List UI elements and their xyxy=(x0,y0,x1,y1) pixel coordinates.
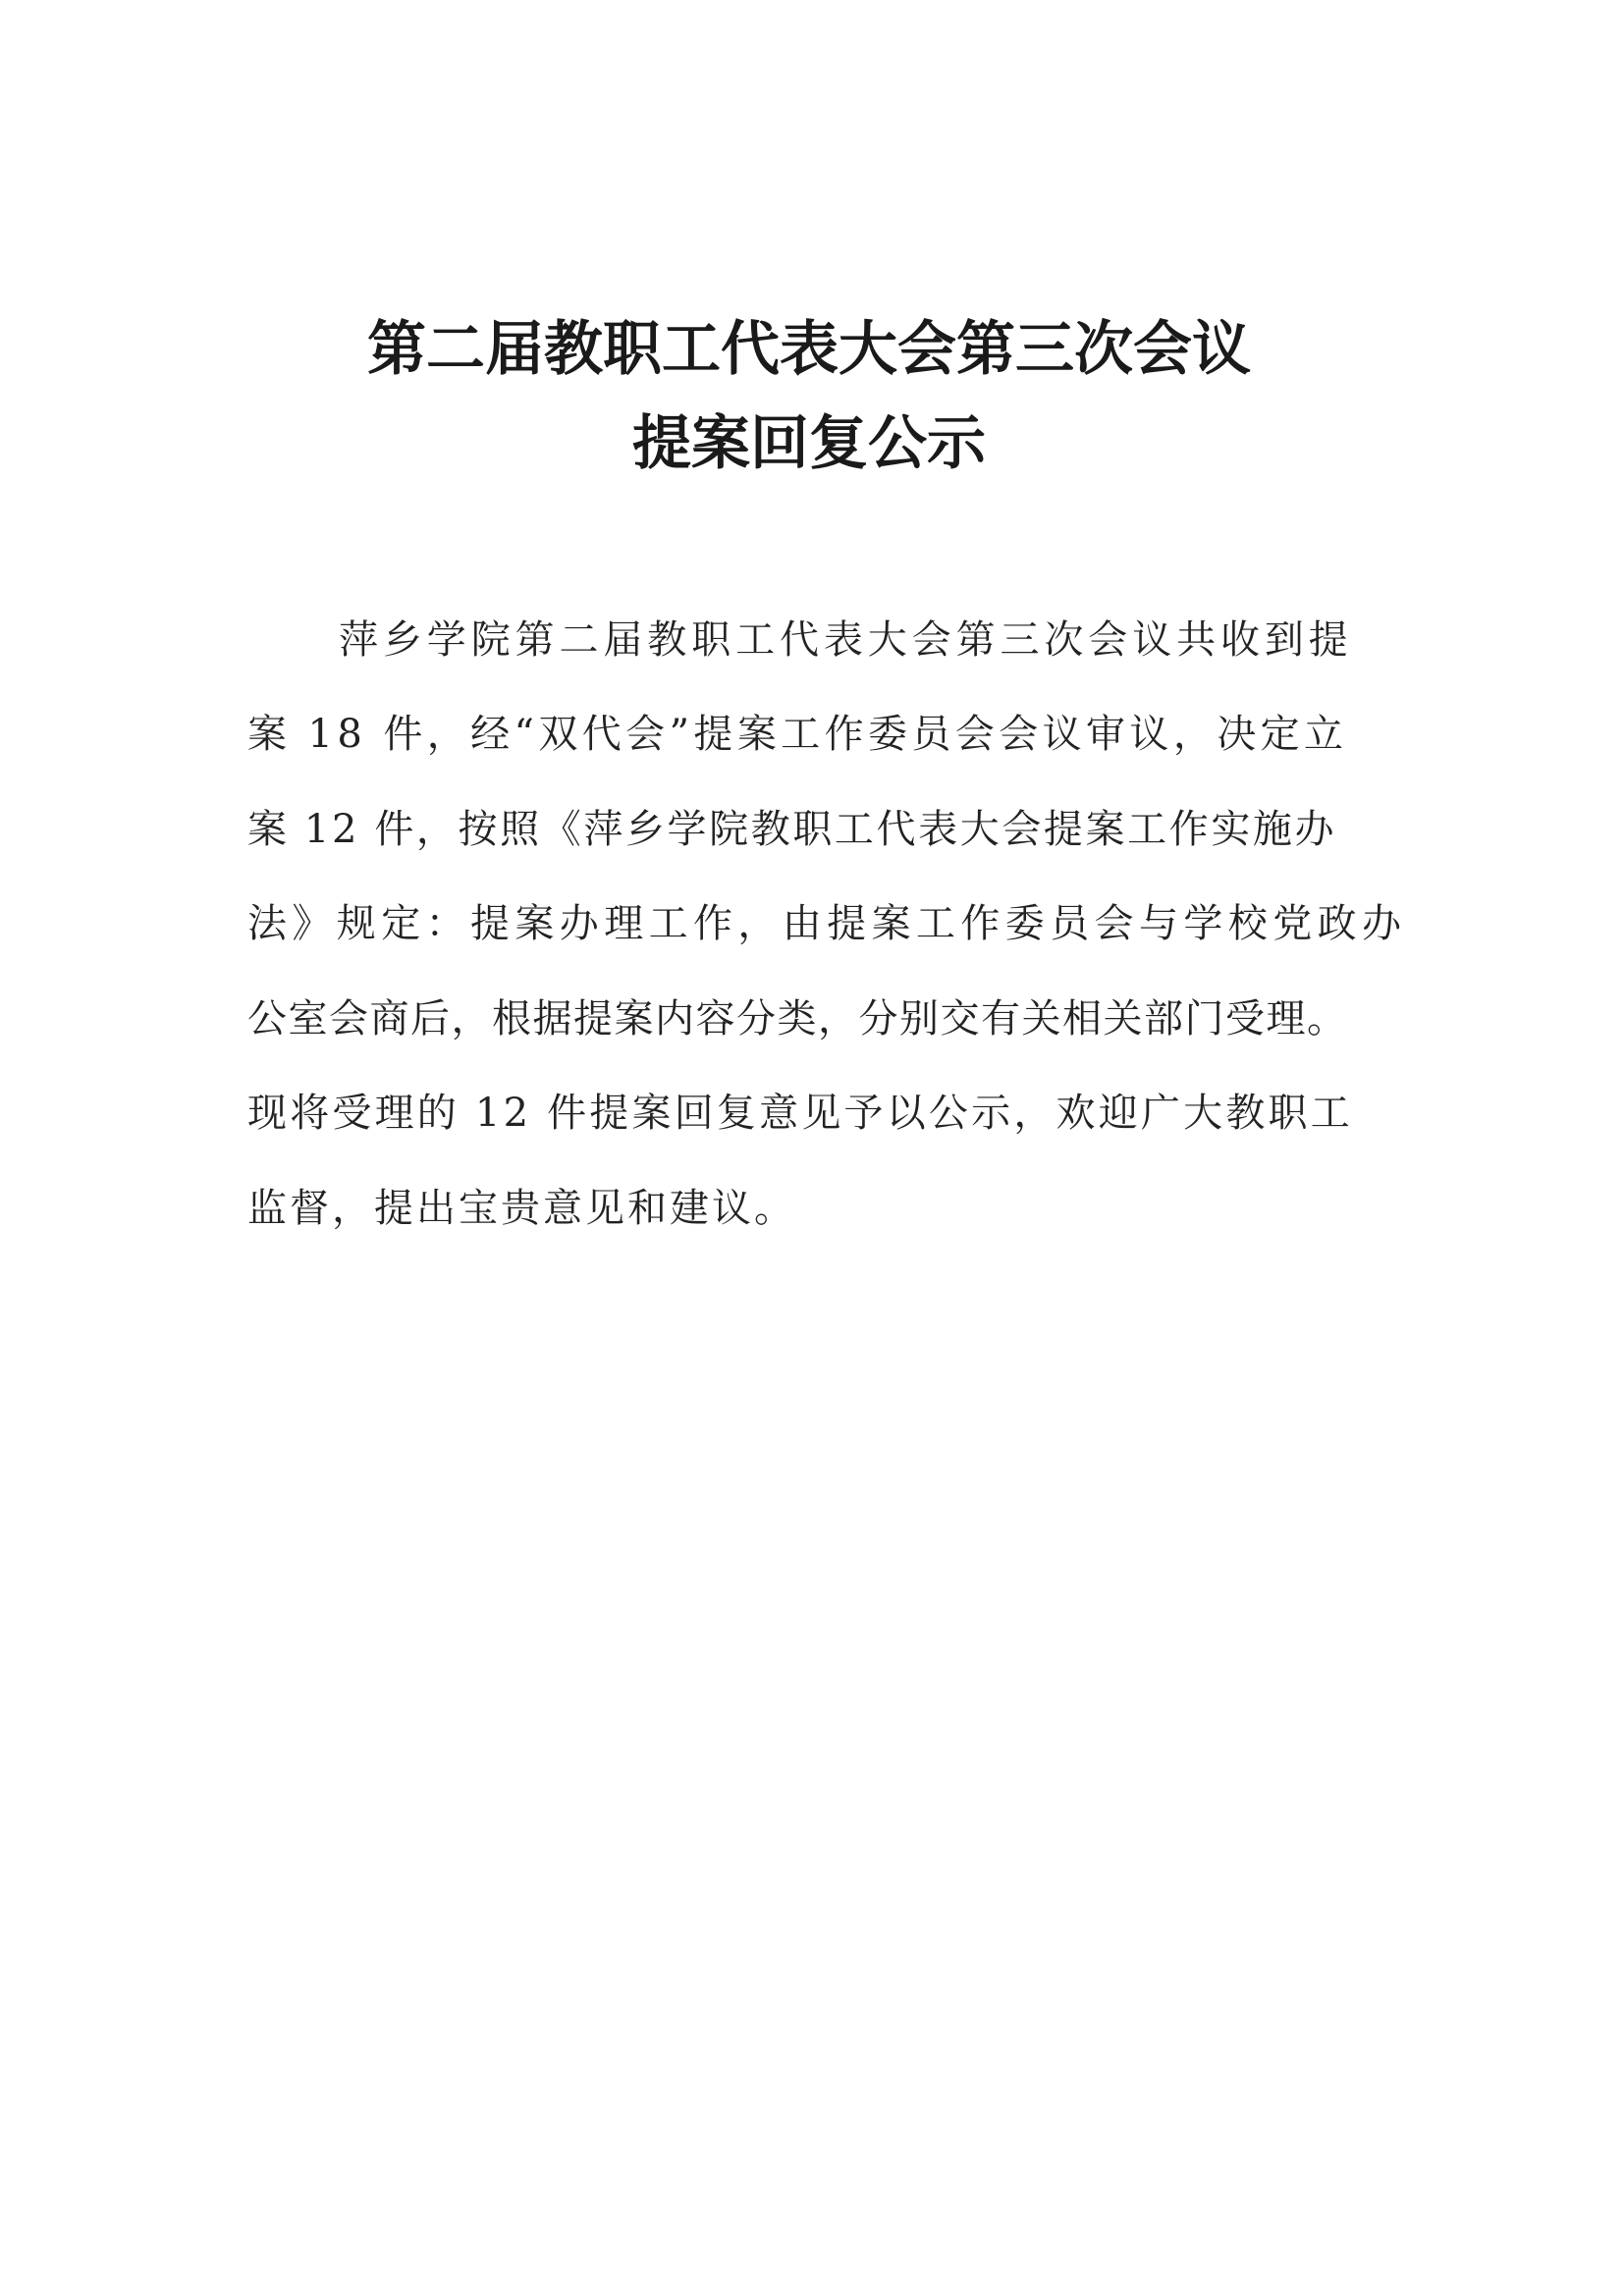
paragraph-line-2: 案 18 件，经“双代会”提案工作委员会会议审议，决定立 xyxy=(247,712,1348,757)
paragraph-line-4: 法》规定：提案办理工作，由提案工作委员会与学校党政办 xyxy=(247,901,1407,946)
document-title-line-2: 提案回复公示 xyxy=(632,409,986,478)
paragraph-line-6: 现将受理的 12 件提案回复意见予以公示，欢迎广大教职工 xyxy=(247,1091,1353,1136)
paragraph-line-5: 公室会商后，根据提案内容分类，分别交有关相关部门受理。 xyxy=(247,996,1348,1041)
paragraph-line-1: 萍乡学院第二届教职工代表大会第三次会议共收到提 xyxy=(339,617,1353,663)
document-title-line-1: 第二届教职工代表大会第三次会议 xyxy=(367,315,1251,384)
paragraph-line-7: 监督，提出宝贵意见和建议。 xyxy=(247,1186,796,1231)
paragraph-line-3: 案 12 件，按照《萍乡学院教职工代表大会提案工作实施办 xyxy=(247,807,1337,852)
